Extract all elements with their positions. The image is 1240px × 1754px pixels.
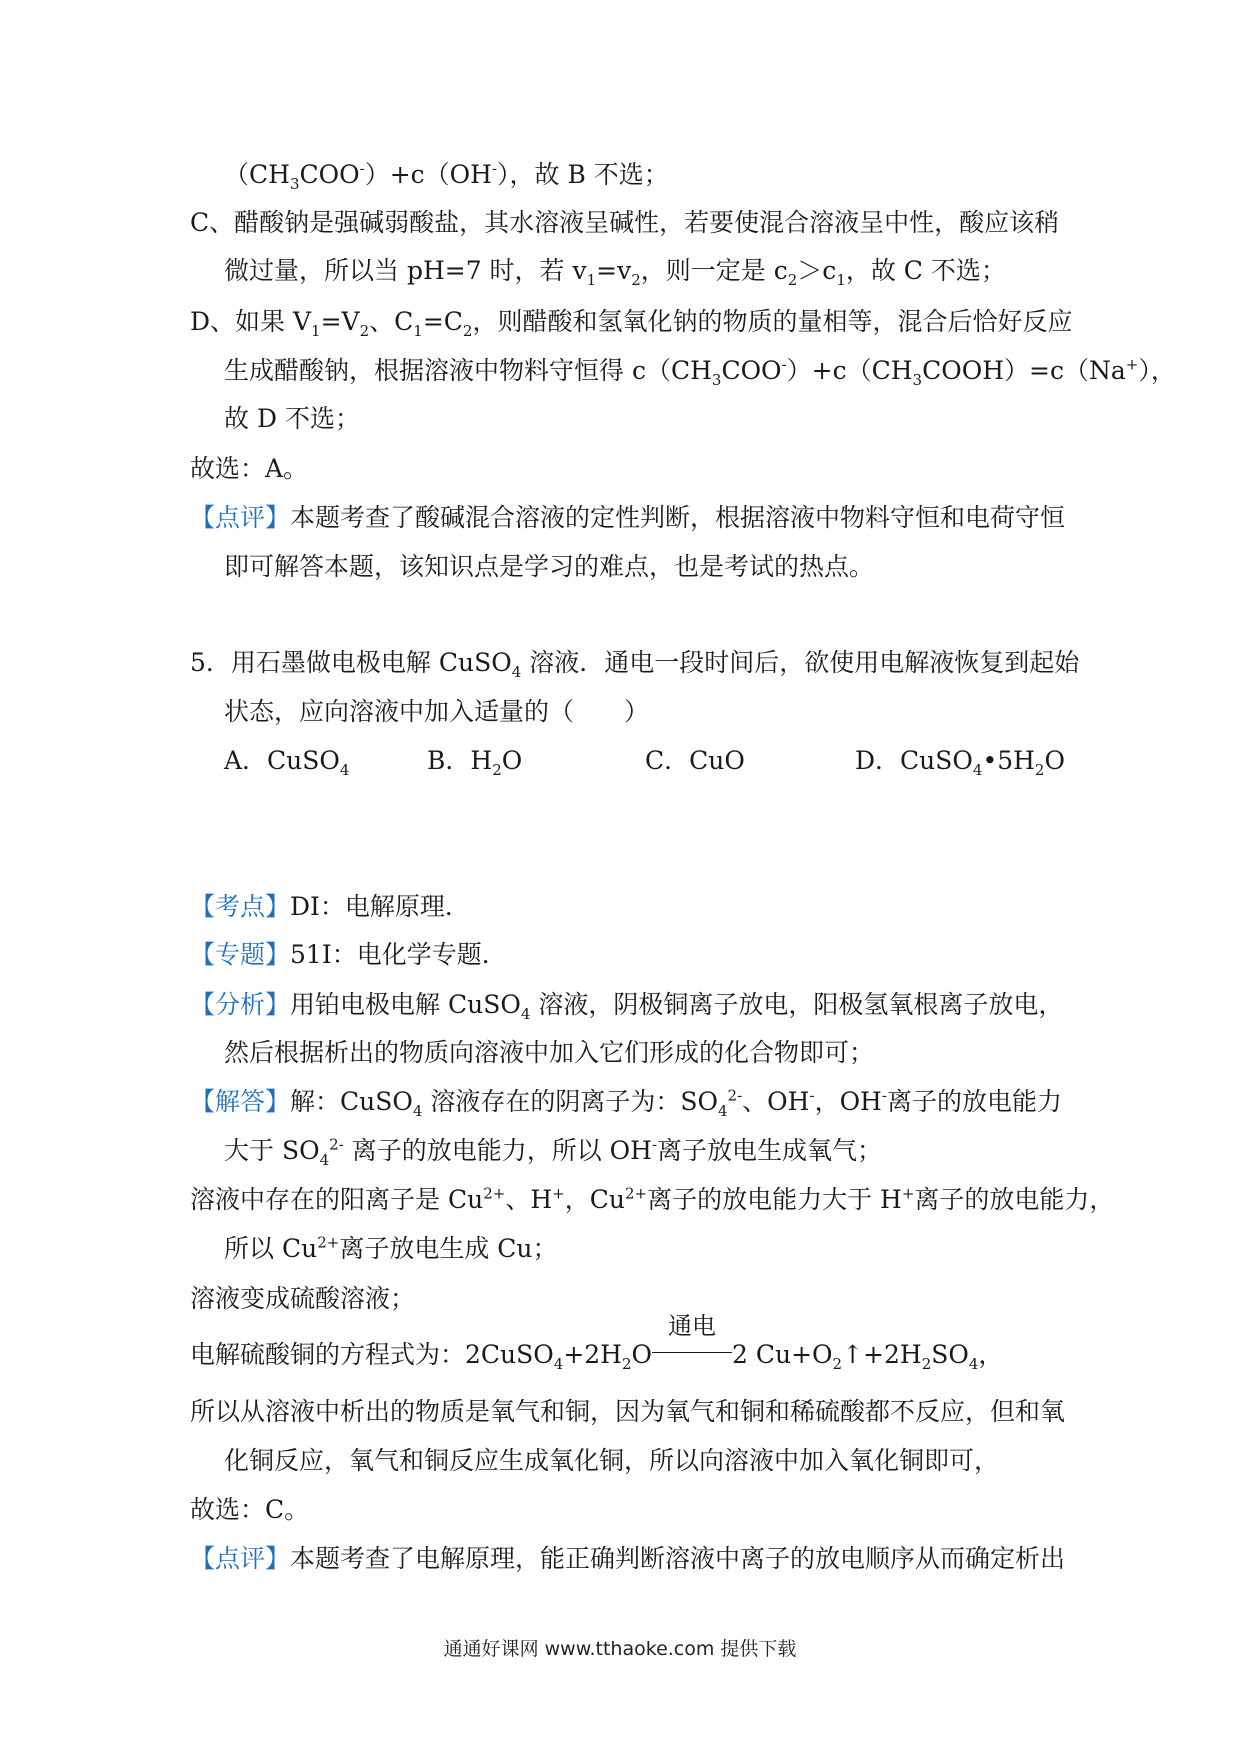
fenxi-line-2: 然后根据析出的物质向溶液中加入它们形成的化合物即可；: [224, 1038, 875, 1067]
jieda-line-5: 溶液变成硫酸溶液；: [190, 1284, 416, 1313]
option-d-line-1: D、如果 $V_1=V_2$、$C_1=C_2$，则醋酸和氢氧化钠的物质的量相等，混合后恰好反应: [190, 307, 1073, 340]
dianping-line: 【点评】本题考查了电解原理，能正确判断溶液中离子的放电顺序从而确定析出: [190, 1544, 1066, 1573]
option-d-line-2: 生成醋酸钠，根据溶液中物料守恒得 $c(CH_3COO^-)+c(CH_3COOH)=c(Na^+)$，: [224, 355, 1176, 389]
electrolysis-equation: 电解硫酸铜的方程式为：$2CuSO_4+2H_2O$ 通电 2 $Cu+O_2↑+2H_2SO_4$，: [190, 1312, 1004, 1373]
option-a: A．CuSO$_4$: [224, 746, 350, 779]
question-5-line-1: 5．用石墨做电极电解 CuSO$_4$ 溶液．通电一段时间后，欲使用电解液恢复到起始: [190, 648, 1080, 681]
prev-comment-line-1: 【点评】本题考查了酸碱混合溶液的定性判断，根据溶液中物料守恒和电荷守恒: [190, 503, 1066, 532]
jieda-line-9: 故选：C。: [190, 1495, 310, 1524]
jieda-line-8: 化铜反应，氧气和铜反应生成氧化铜，所以向溶液中加入氧化铜即可，: [224, 1446, 1000, 1475]
fenxi-line-1: 【分析】用铂电极电解 CuSO$_4$ 溶液，阴极铜离子放电，阳极氢氧根离子放电，: [190, 990, 1064, 1023]
page-footer: 通通好课网 www.tthaoke.com 提供下载: [443, 1638, 797, 1660]
fenxi-tag: 【分析】: [190, 990, 291, 1019]
option-d: D．$CuSO_4•5H_2O$: [855, 746, 1065, 779]
zhuanti-tag: 【专题】: [190, 940, 291, 969]
prev-answer: 故选：A。: [190, 454, 309, 483]
reaction-condition: 通电: [652, 1338, 732, 1372]
jieda-line-1: 【解答】解：CuSO$_4$ 溶液存在的阴离子为：$SO_4^{2-}$、OH-，OH-离子的放电能力: [190, 1086, 1062, 1120]
option-c: C．CuO: [645, 746, 745, 775]
jieda-line-7: 所以从溶液中析出的物质是氧气和铜，因为氧气和铜和稀硫酸都不反应，但和氧: [190, 1397, 1066, 1426]
comment-tag: 【点评】: [190, 503, 291, 532]
option-c-line-1: C、醋酸钠是强碱弱酸盐，其水溶液呈碱性，若要使混合溶液呈中性，酸应该稍: [190, 208, 1060, 237]
dianping-tag: 【点评】: [190, 1544, 291, 1573]
option-d-line-3: 故 D 不选；: [224, 404, 360, 433]
option-b: B．$H_2O$: [427, 746, 523, 779]
option-c-line-2: 微过量，所以当 pH=7 时，若 $v_1=v_2$，则一定是 $c_2>c_1$，故 C 不选；: [224, 256, 1006, 289]
jieda-line-2: 大于 $SO_4^{2-}$ 离子的放电能力，所以 OH-离子放电生成氧气；: [224, 1135, 883, 1169]
kaodian-tag: 【考点】: [190, 892, 291, 921]
jieda-line-3: 溶液中存在的阳离子是 $Cu^{2+}$、H+，$Cu^{2+}$离子的放电能力大于 H+离子的放电能力，: [190, 1184, 1115, 1214]
kaodian-line: 【考点】DI：电解原理．: [190, 892, 470, 921]
question-5-line-2: 状态，应向溶液中加入适量的（ ）: [224, 697, 650, 726]
jieda-tag: 【解答】: [190, 1087, 291, 1116]
prev-comment-line-2: 即可解答本题，该知识点是学习的难点，也是考试的热点。: [224, 552, 875, 581]
option-b-tail: $(CH_3COO^-)+c(OH^-)$，故 B 不选；: [224, 159, 669, 193]
zhuanti-line: 【专题】51I：电化学专题．: [190, 940, 507, 969]
jieda-line-4: 所以 $Cu^{2+}$离子放电生成 Cu；: [224, 1233, 558, 1263]
